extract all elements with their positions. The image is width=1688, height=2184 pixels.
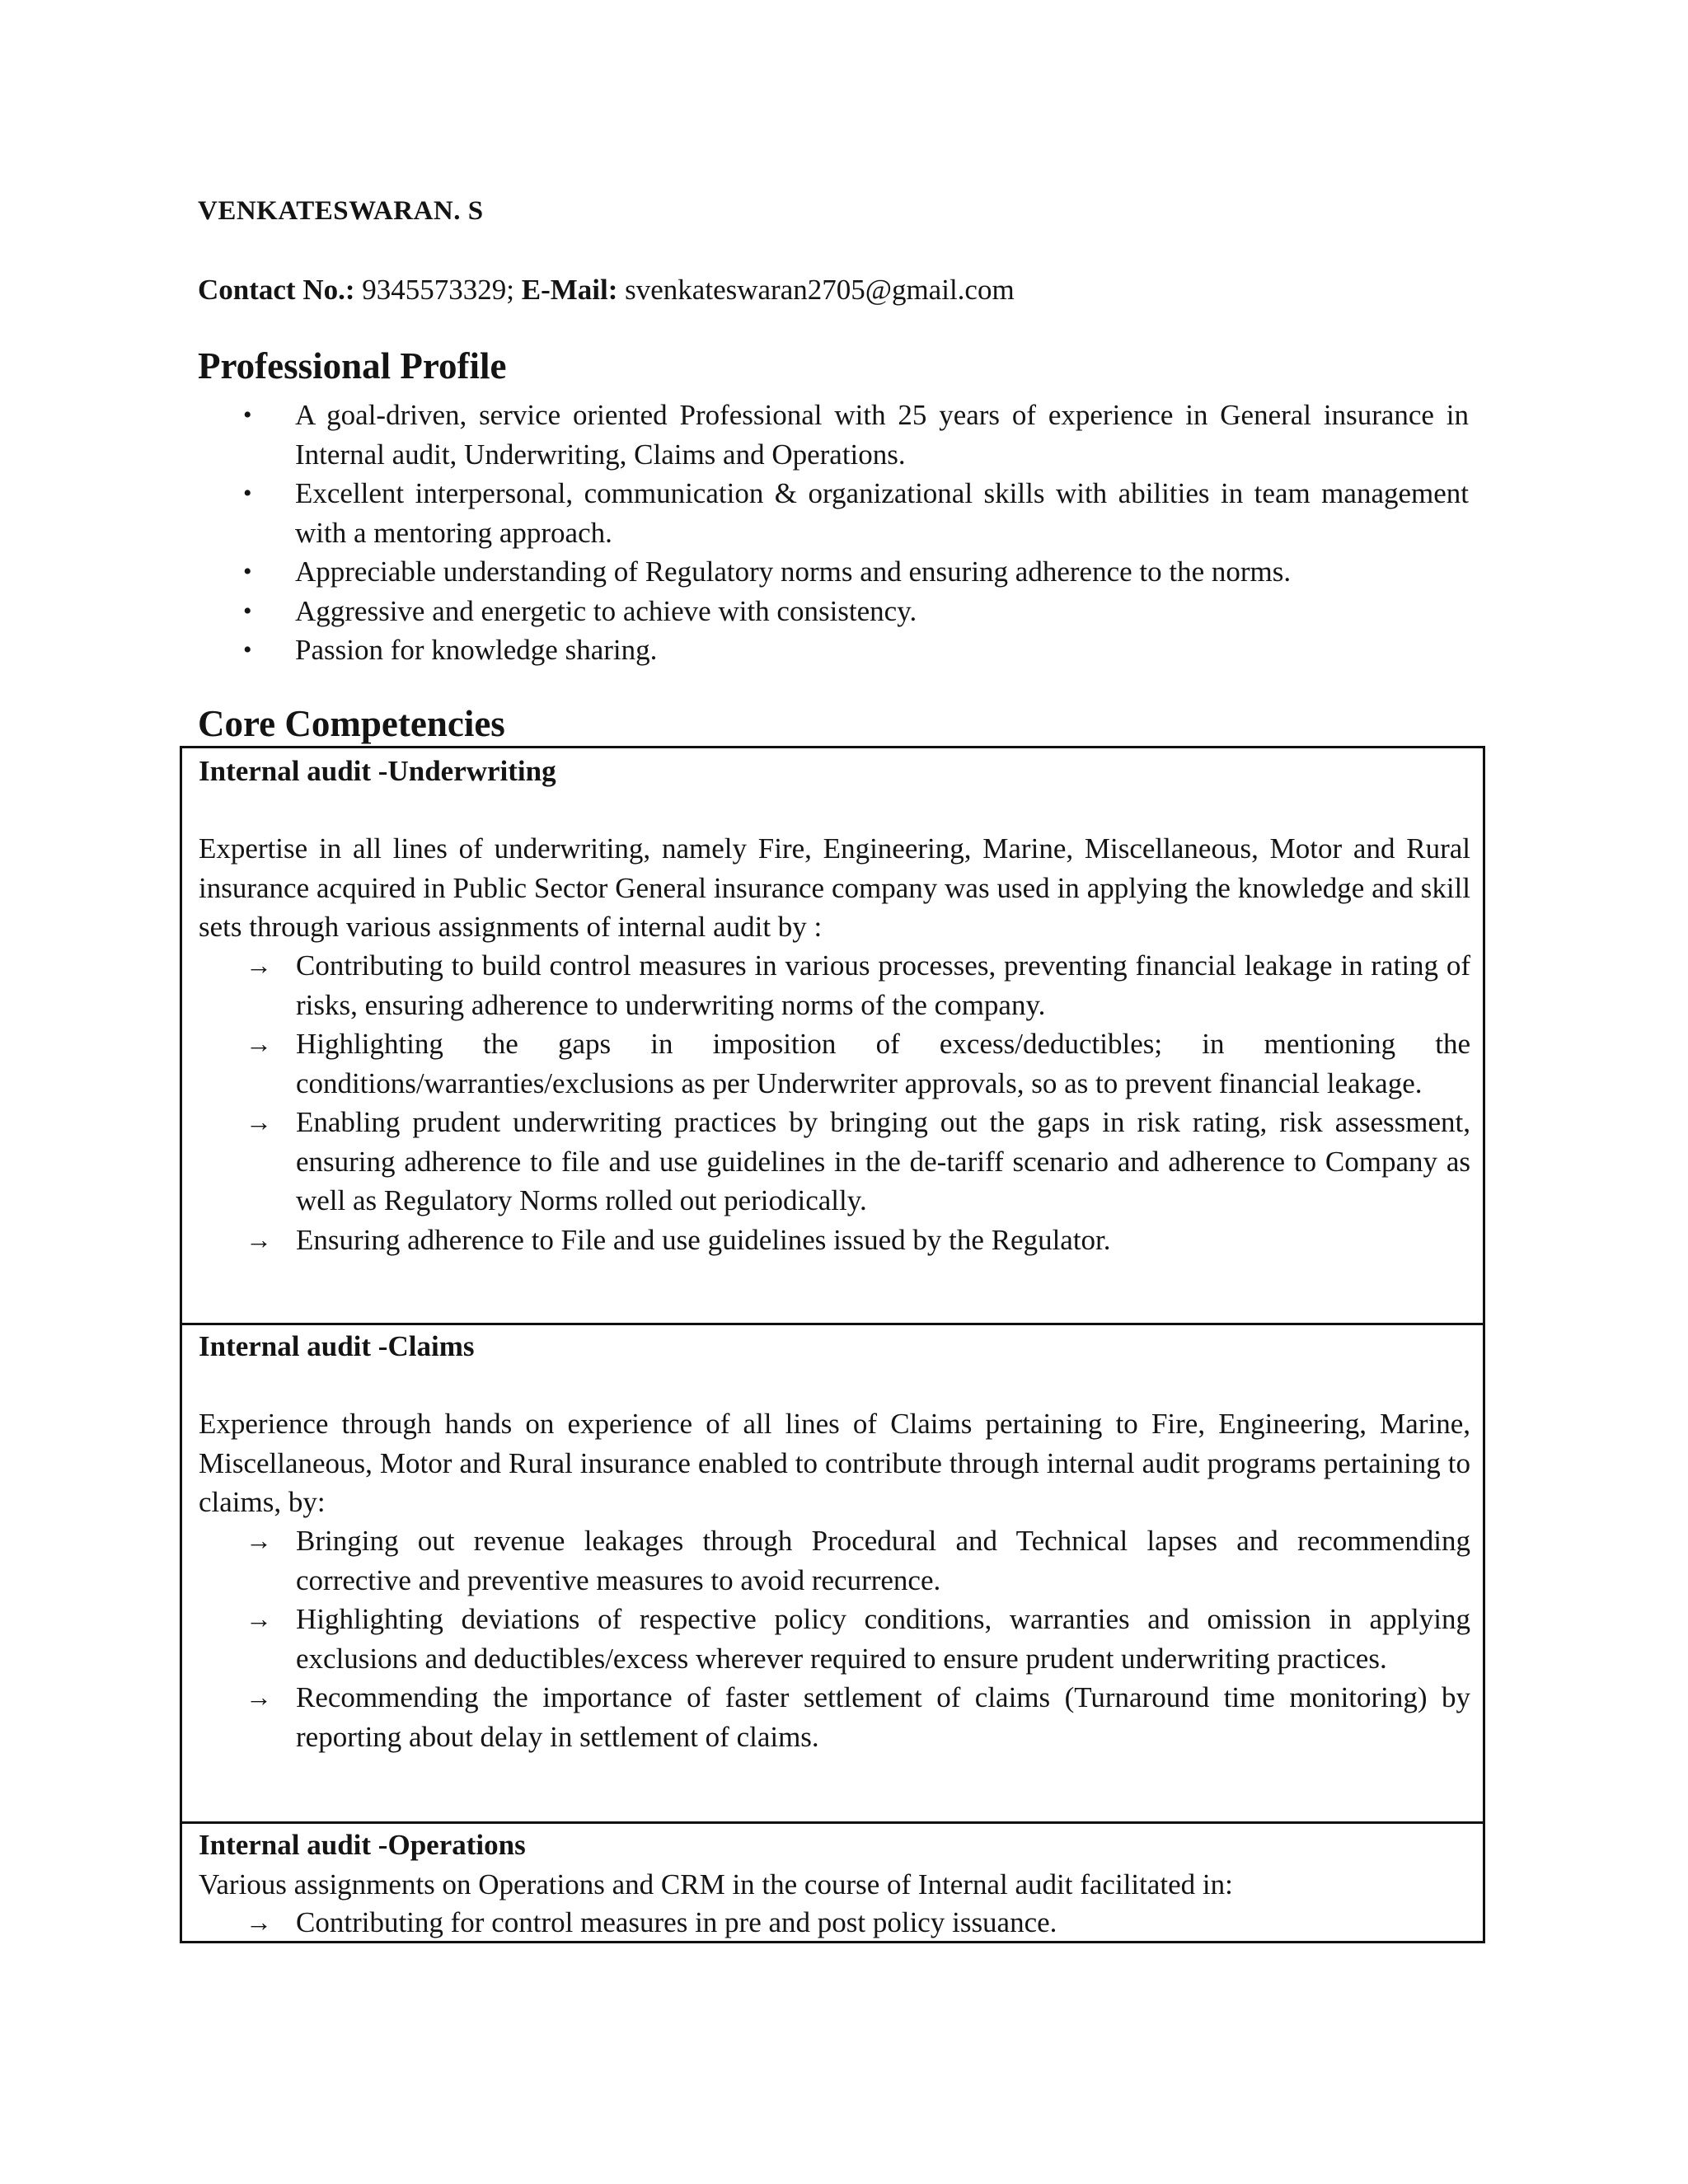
list-item-text: Ensuring adherence to File and use guidelines issued by the Regulator. bbox=[296, 1223, 1111, 1256]
profile-item bbox=[198, 474, 1469, 552]
section-title: Internal audit -Claims bbox=[199, 1330, 475, 1362]
profile-item bbox=[198, 630, 1469, 670]
arrow-icon: → bbox=[246, 950, 272, 980]
section-title: Internal audit -Underwriting bbox=[199, 755, 556, 787]
professional-profile-heading: Professional Profile bbox=[198, 345, 507, 387]
profile-item bbox=[198, 552, 1469, 592]
email-label: E-Mail: bbox=[521, 274, 618, 306]
arrow-icon: → bbox=[246, 1526, 272, 1555]
bullet-icon: • bbox=[243, 558, 252, 585]
list-item-text: Highlighting deviations of respective policy conditions, warranties and omission in applying exclusions and deductibles/excess wherever required to ensure prudent underwriting practices. bbox=[296, 1603, 1470, 1675]
arrow-icon: → bbox=[246, 1107, 272, 1137]
bullet-icon: • bbox=[243, 597, 252, 625]
bullet-icon: • bbox=[243, 480, 252, 507]
core-competencies-heading: Core Competencies bbox=[198, 703, 505, 744]
list-item bbox=[199, 1678, 1470, 1756]
arrow-icon: → bbox=[246, 1029, 272, 1058]
competency-box-underwriting bbox=[180, 746, 1485, 1323]
list-item bbox=[199, 1221, 1470, 1260]
profile-item-text: Passion for knowledge sharing. bbox=[295, 634, 658, 666]
bullet-icon: • bbox=[243, 636, 252, 663]
list-item bbox=[199, 1521, 1470, 1600]
section-list bbox=[199, 946, 1470, 1259]
list-item bbox=[199, 946, 1470, 1024]
list-item-text: Enabling prudent underwriting practices by bringing out the gaps in risk rating, risk assessment, ensuring adherence to file and use guidelines in the de-tariff scenario and adherence to Company as well as Regulatory Norms rolled out periodically. bbox=[296, 1106, 1470, 1216]
list-item-text: Contributing for control measures in pre and post policy issuance. bbox=[296, 1906, 1057, 1938]
contact-line bbox=[198, 274, 1015, 307]
section-list bbox=[199, 1521, 1470, 1756]
arrow-icon: → bbox=[246, 1224, 272, 1254]
list-item-text: Highlighting the gaps in imposition of excess/deductibles; in mentioning the conditions/warranties/exclusions as per Underwriter approvals, so as to prevent financial leakage. bbox=[296, 1028, 1470, 1099]
profile-item-text: Excellent interpersonal, communication & organizational skills with abilities in team management with a mentoring approach. bbox=[295, 477, 1469, 549]
contact-label: Contact No.: bbox=[198, 274, 355, 306]
section-intro: Various assignments on Operations and CRM in the course of Internal audit facilitated in: bbox=[199, 1868, 1233, 1900]
list-item-text: Contributing to build control measures in various processes, preventing financial leakage in rating of risks, ensuring adherence to underwriting norms of the company. bbox=[296, 949, 1470, 1021]
profile-item-text: Appreciable understanding of Regulatory norms and ensuring adherence to the norms. bbox=[295, 555, 1292, 588]
section-intro: Experience through hands on experience of all lines of Claims pertaining to Fire, Engineering, Marine, Miscellaneous, Motor and Rural insurance enabled to contribute through internal audit programs pertaining to claims, by: bbox=[199, 1408, 1470, 1518]
profile-list bbox=[198, 396, 1469, 670]
profile-item bbox=[198, 592, 1469, 631]
list-item-text: Bringing out revenue leakages through Procedural and Technical lapses and recommending corrective and preventive measures to avoid recurrence. bbox=[296, 1525, 1470, 1596]
bullet-icon: • bbox=[243, 401, 252, 429]
list-item bbox=[199, 1903, 1470, 1943]
list-item bbox=[199, 1024, 1470, 1103]
contact-number: 9345573329; bbox=[354, 274, 522, 306]
email-address[interactable]: svenkateswaran2705@gmail.com bbox=[617, 274, 1015, 306]
list-item bbox=[199, 1600, 1470, 1678]
competency-box-operations bbox=[180, 1821, 1485, 1943]
profile-item-text: A goal-driven, service oriented Professional with 25 years of experience in General insurance in Internal audit, Underwriting, Claims and Operations. bbox=[295, 399, 1469, 471]
arrow-icon: → bbox=[246, 1604, 272, 1633]
list-item-text: Recommending the importance of faster settlement of claims (Turnaround time monitoring) by reporting about delay in settlement of claims. bbox=[296, 1681, 1470, 1753]
section-title: Internal audit -Operations bbox=[199, 1829, 526, 1861]
section-list bbox=[199, 1903, 1470, 1943]
list-item bbox=[199, 1103, 1470, 1221]
candidate-name: VENKATESWARAN. S bbox=[198, 196, 484, 226]
profile-item-text: Aggressive and energetic to achieve with consistency. bbox=[295, 594, 917, 627]
arrow-icon: → bbox=[246, 1907, 272, 1937]
competency-box-claims bbox=[180, 1323, 1485, 1821]
arrow-icon: → bbox=[246, 1682, 272, 1712]
profile-item bbox=[198, 396, 1469, 474]
section-intro: Expertise in all lines of underwriting, namely Fire, Engineering, Marine, Miscellaneous, Motor and Rural insurance acquired in Public Sector General insurance company was used in applying the knowledge and skill sets through various assignments of internal audit by : bbox=[199, 832, 1470, 943]
